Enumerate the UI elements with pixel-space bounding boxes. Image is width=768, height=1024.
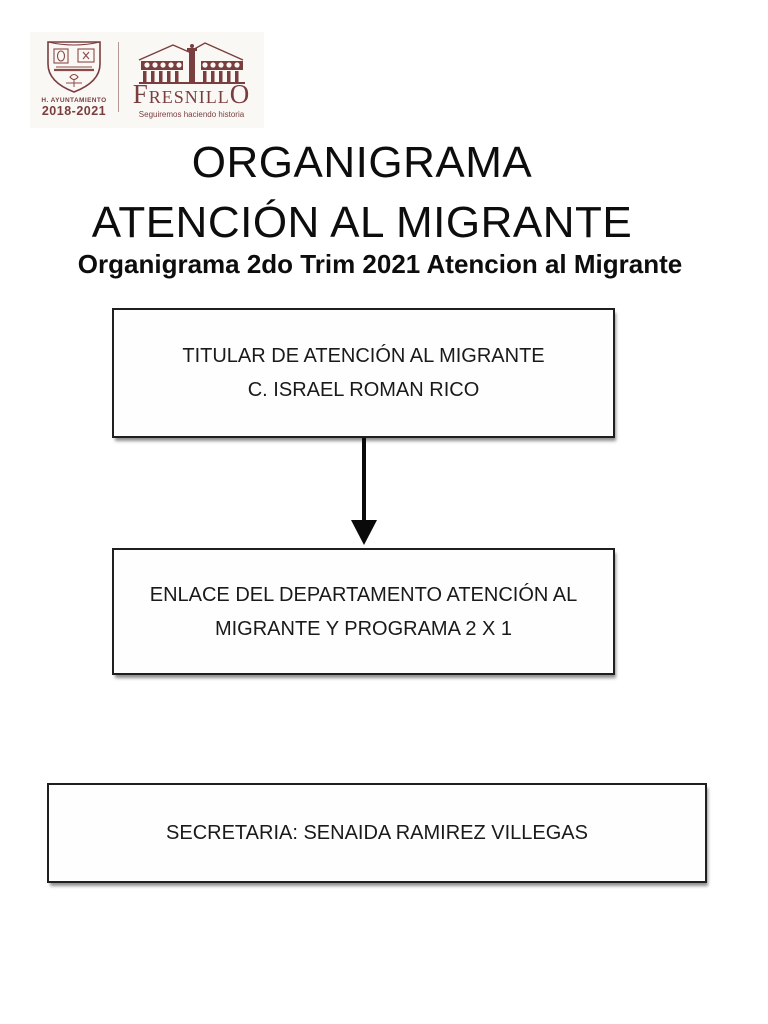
org-box-titular-line-1: TITULAR DE ATENCIÓN AL MIGRANTE: [182, 345, 545, 367]
connector-arrow-down-icon: [342, 438, 386, 546]
brand-final: O: [229, 79, 251, 109]
org-box-enlace-line-2: MIGRANTE Y PROGRAMA 2 X 1: [214, 617, 513, 640]
page-subtitle: Organigrama 2do Trim 2021 Atencion al Migrante: [77, 249, 683, 279]
municipal-crest: [30, 32, 118, 118]
fresnillo-logo: [30, 32, 264, 128]
org-box-enlace-line-1: ENLACE DEL DEPARTAMENTO ATENCIÓN AL: [149, 583, 578, 606]
brand-wordmark: [132, 79, 251, 110]
brand-middle: RESNILL: [148, 87, 230, 107]
org-box-titular-line-2: C. ISRAEL ROMAN RICO: [247, 379, 480, 401]
fresnillo-brand: [119, 32, 264, 119]
brand-tagline: Seguiremos haciendo historia: [138, 110, 245, 119]
org-box-titular: [112, 308, 615, 438]
crest-title: H. AYUNTAMIENTO: [41, 97, 107, 104]
coat-of-arms-icon: [42, 37, 106, 95]
org-box-secretaria: [47, 783, 707, 883]
page-title-line-2: ATENCIÓN AL MIGRANTE: [91, 198, 633, 247]
brand-initial: F: [132, 79, 149, 109]
org-box-enlace: [112, 548, 615, 675]
page-title-line-1: ORGANIGRAMA: [191, 138, 533, 187]
crest-years: 2018-2021: [41, 104, 107, 118]
org-box-secretaria-line-1: SECRETARIA: SENAIDA RAMIREZ VILLEGAS: [166, 822, 588, 844]
